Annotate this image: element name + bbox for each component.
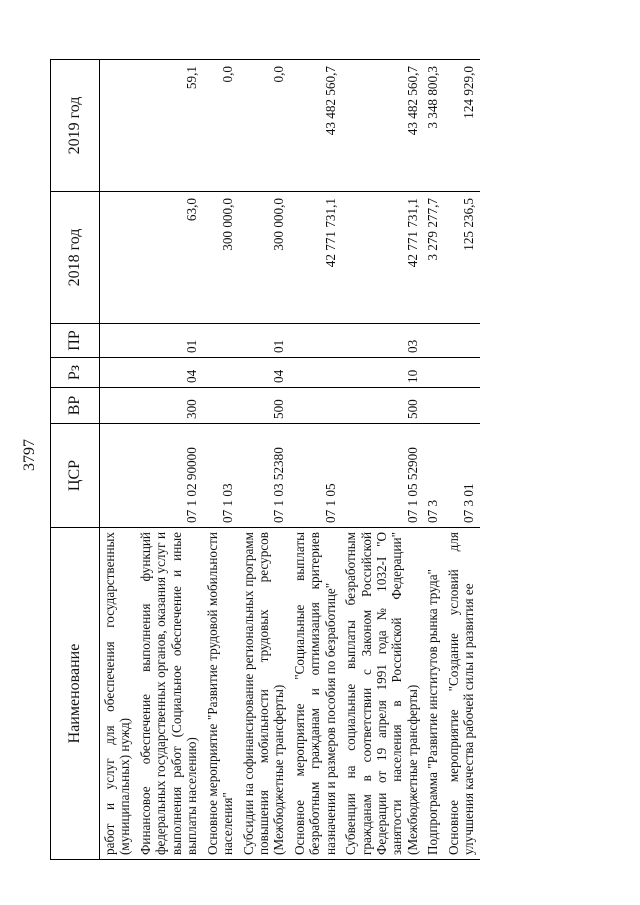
table-header-row xyxy=(51,60,100,860)
row-csr: 07 1 02 90000 xyxy=(136,424,203,528)
row-pr: 01 xyxy=(239,324,290,358)
row-pr: 03 xyxy=(341,324,423,358)
row-vr: 500 xyxy=(341,388,423,424)
row-csr: 07 1 03 xyxy=(203,424,239,528)
row-name: Основное мероприятие "Социальные выплаты безработным гражданам и оптимизация критериев назначения и размеров пособия по безработице" xyxy=(290,528,341,860)
row-csr: 07 3 xyxy=(423,424,443,528)
row-csr: 07 1 03 52380 xyxy=(239,424,290,528)
table-row xyxy=(203,60,239,860)
header-vr: ВР xyxy=(51,388,100,424)
row-2018: 42 771 731,1 xyxy=(341,192,423,324)
row-2019 xyxy=(100,60,136,192)
row-vr: 500 xyxy=(239,388,290,424)
header-pr: ПР xyxy=(51,324,100,358)
row-csr: 07 1 05 xyxy=(290,424,341,528)
header-rz: Рз xyxy=(51,358,100,388)
budget-table xyxy=(50,59,480,860)
row-vr xyxy=(290,388,341,424)
row-pr xyxy=(100,324,136,358)
row-name: работ и услуг для обеспечения государственных (муниципальных) нужд) xyxy=(100,528,136,860)
row-rz xyxy=(423,358,443,388)
row-pr xyxy=(290,324,341,358)
table-row xyxy=(423,60,443,860)
table-row xyxy=(290,60,341,860)
table-row xyxy=(100,60,136,860)
row-2019: 124 929,0 xyxy=(444,60,480,192)
row-rz: 04 xyxy=(239,358,290,388)
rotated-page xyxy=(50,60,590,860)
row-2019: 0,0 xyxy=(203,60,239,192)
row-name: Подпрограмма "Развитие институтов рынка труда" xyxy=(423,528,443,860)
row-pr xyxy=(444,324,480,358)
row-rz xyxy=(100,358,136,388)
row-pr xyxy=(423,324,443,358)
row-rz xyxy=(290,358,341,388)
row-csr: 07 3 01 xyxy=(444,424,480,528)
row-vr xyxy=(203,388,239,424)
row-rz: 04 xyxy=(136,358,203,388)
row-vr xyxy=(444,388,480,424)
header-name: Наименование xyxy=(51,528,100,860)
row-pr: 01 xyxy=(136,324,203,358)
row-2019: 0,0 xyxy=(239,60,290,192)
row-2019: 43 482 560,7 xyxy=(341,60,423,192)
row-name: Субвенции на социальные выплаты безработным гражданам в соответствии с Законом Российской Федерации от 19 апреля 1991 года № 1032-I "О занятости населения в Российской Федерации" (Межбюджетные трансферты) xyxy=(341,528,423,860)
row-2018: 300 000,0 xyxy=(203,192,239,324)
row-rz: 10 xyxy=(341,358,423,388)
row-2018: 3 279 277,7 xyxy=(423,192,443,324)
row-rz xyxy=(203,358,239,388)
row-name: Субсидии на софинансирование региональных программ повышения мобильности трудовых ресурсов (Межбюджетные трансферты) xyxy=(239,528,290,860)
table-row xyxy=(444,60,480,860)
row-pr xyxy=(203,324,239,358)
row-name: Основное мероприятие "Создание условий для улучшения качества рабочей силы и развития ее xyxy=(444,528,480,860)
header-2018: 2018 год xyxy=(51,192,100,324)
table-row xyxy=(239,60,290,860)
page-number: 3797 xyxy=(21,439,38,471)
row-vr xyxy=(100,388,136,424)
row-rz xyxy=(444,358,480,388)
row-2018: 63,0 xyxy=(136,192,203,324)
row-2019: 3 348 800,3 xyxy=(423,60,443,192)
row-name: Финансовое обеспечение выполнения функций федеральных государственных органов, оказания услуг и выполнения работ (Социальное обеспечение и иные выплаты населению) xyxy=(136,528,203,860)
row-2018: 42 771 731,1 xyxy=(290,192,341,324)
row-2018 xyxy=(100,192,136,324)
header-2019: 2019 год xyxy=(51,60,100,192)
table-row xyxy=(341,60,423,860)
row-vr xyxy=(423,388,443,424)
row-name: Основное мероприятие "Развитие трудовой мобильности населения" xyxy=(203,528,239,860)
row-2018: 300 000,0 xyxy=(239,192,290,324)
row-2019: 59,1 xyxy=(136,60,203,192)
row-2019: 43 482 560,7 xyxy=(290,60,341,192)
row-2018: 125 236,5 xyxy=(444,192,480,324)
row-csr: 07 1 05 52900 xyxy=(341,424,423,528)
table-row xyxy=(136,60,203,860)
header-csr: ЦСР xyxy=(51,424,100,528)
row-csr xyxy=(100,424,136,528)
row-vr: 300 xyxy=(136,388,203,424)
